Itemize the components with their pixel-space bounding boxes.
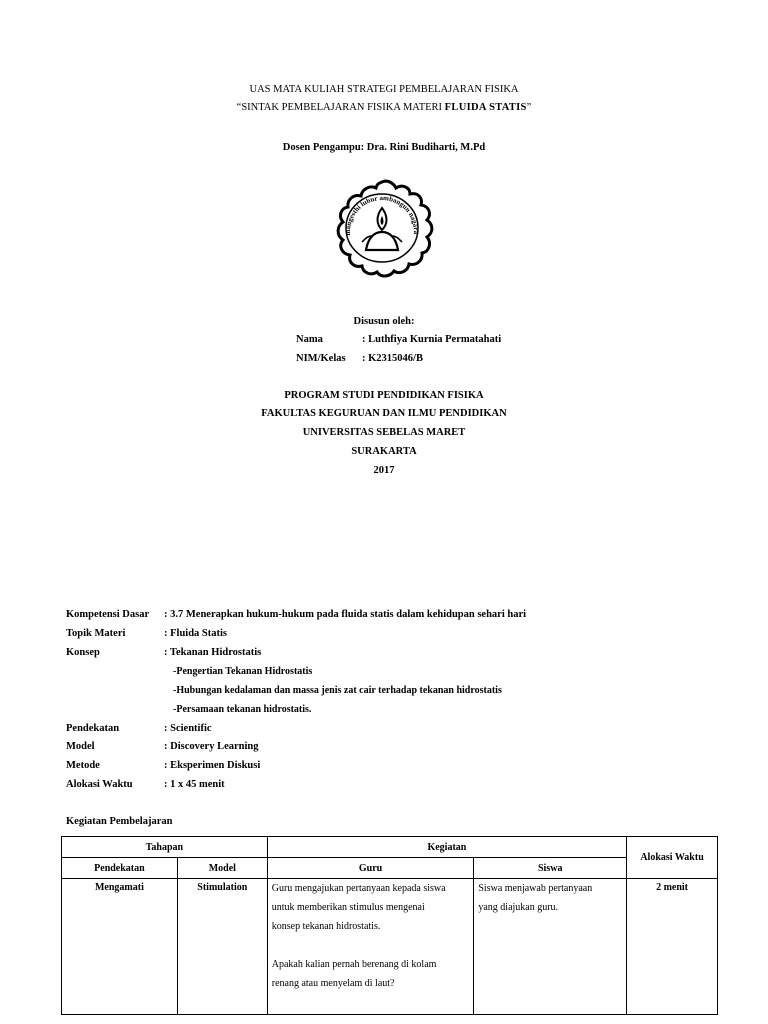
city-name: SURAKARTA (351, 446, 417, 457)
name-label: Nama (296, 334, 323, 345)
model-value: : Discovery Learning (164, 741, 259, 752)
table-row (62, 879, 718, 1015)
header-siswa: Siswa (474, 858, 627, 879)
header-alokasi: Alokasi Waktu (627, 837, 718, 879)
seal-text: mangesthi luhur ambangun nagara (343, 193, 421, 236)
method-value: : Eksperimen Diskusi (164, 760, 261, 771)
document-subtitle (0, 102, 768, 113)
subtitle-prefix: “SINTAK PEMBELAJARAN FISIKA MATERI (236, 102, 445, 113)
header-guru: Guru (267, 858, 474, 879)
siswa-line: yang diajukan guru. (478, 902, 559, 913)
row-model: Stimulation (177, 879, 267, 1015)
guru-line: Apakah kalian pernah berenang di kolam (271, 959, 437, 970)
model-label: Model (66, 741, 95, 752)
activities-heading: Kegiatan Pembelajaran (66, 816, 173, 827)
guru-line: konsep tekanan hidrostatis. (271, 921, 381, 932)
time-label: Alokasi Waktu (66, 779, 133, 790)
concept-label: Konsep (66, 647, 100, 658)
siswa-line: Siswa menjawab pertanyaan (478, 883, 593, 894)
guru-line: Guru mengajukan pertanyaan kepada siswa (271, 883, 446, 894)
table-header-row (62, 837, 718, 858)
kd-label: Kompetensi Dasar (66, 609, 150, 620)
concept-sub-2: -Hubungan kedalaman dan massa jenis zat cair terhadap tekanan hidrostatis (173, 685, 502, 696)
concept-sub-3: -Persamaan tekanan hidrostatis. (173, 704, 312, 715)
concept-sub-1: -Pengertian Tekanan Hidrostatis (173, 666, 313, 677)
name-value: : Luthfiya Kurnia Permatahati (362, 334, 502, 345)
header-tahapan: Tahapan (62, 837, 268, 858)
header-model: Model (177, 858, 267, 879)
document-title: UAS MATA KULIAH STRATEGI PEMBELAJARAN FISIKA (249, 84, 519, 95)
activities-table (61, 836, 718, 1015)
year: 2017 (373, 465, 395, 476)
nim-value: : K2315046/B (362, 353, 423, 364)
university-seal-icon (326, 178, 438, 282)
table-subheader-row (62, 858, 718, 879)
topic-label: Topik Materi (66, 628, 126, 639)
topic-value: : Fluida Statis (164, 628, 228, 639)
program-name: PROGRAM STUDI PENDIDIKAN FISIKA (284, 390, 484, 401)
subtitle-emphasis: FLUIDA STATIS (444, 102, 527, 113)
university-name: UNIVERSITAS SEBELAS MARET (302, 427, 466, 438)
row-pendekatan: Mengamati (62, 879, 178, 1015)
row-alokasi: 2 menit (627, 879, 718, 1015)
header-kegiatan: Kegiatan (267, 837, 626, 858)
subtitle-suffix: ” (526, 102, 532, 113)
guru-line: renang atau menyelam di laut? (271, 978, 395, 989)
row-guru (267, 879, 474, 1015)
nim-label: NIM/Kelas (296, 353, 346, 364)
author-heading: Disusun oleh: (353, 316, 415, 327)
approach-value: : Scientific (164, 723, 212, 734)
lecturer-line: Dosen Pengampu: Dra. Rini Budiharti, M.Pd (282, 142, 486, 153)
header-pendekatan: Pendekatan (62, 858, 178, 879)
kd-value: : 3.7 Menerapkan hukum-hukum pada fluida statis dalam kehidupan sehari hari (164, 609, 527, 620)
time-value: : 1 x 45 menit (164, 779, 225, 790)
faculty-name: FAKULTAS KEGURUAN DAN ILMU PENDIDIKAN (261, 408, 507, 419)
method-label: Metode (66, 760, 100, 771)
concept-value: : Tekanan Hidrostatis (164, 647, 262, 658)
approach-label: Pendekatan (66, 723, 120, 734)
row-siswa (474, 879, 627, 1015)
guru-line: untuk memberikan stimulus mengenai (271, 902, 425, 913)
